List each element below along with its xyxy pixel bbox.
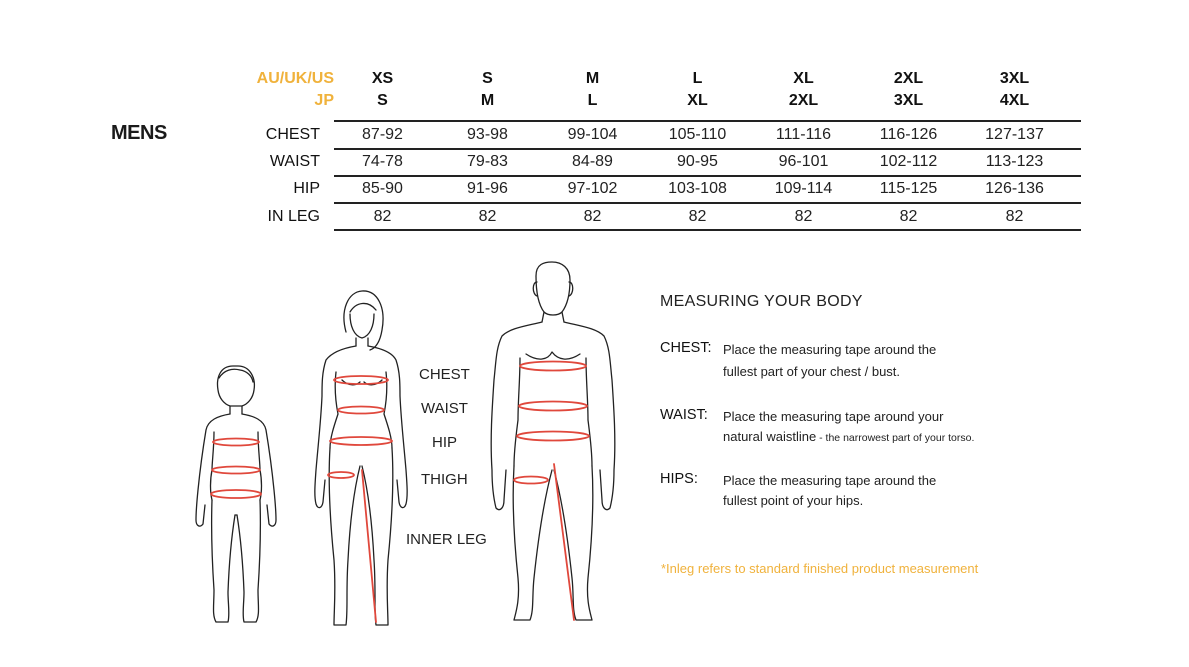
- table-cell: 116-126: [879, 126, 938, 143]
- table-cell: 103-108: [668, 180, 727, 197]
- size-header-region-1: S: [482, 70, 493, 87]
- hips-instruction-line-1: Place the measuring tape around the: [723, 473, 937, 488]
- table-cell: 87-92: [362, 126, 403, 143]
- table-cell: 84-89: [572, 153, 613, 170]
- size-header-region-1: XS: [371, 70, 394, 87]
- waist-instruction-note: - the narrowest part of your torso.: [816, 432, 975, 444]
- table-cell: 82: [1005, 208, 1024, 225]
- man-figure-icon: [491, 262, 615, 620]
- table-cell: 82: [688, 208, 707, 225]
- table-cell: 97-102: [567, 180, 618, 197]
- row-label: CHEST: [265, 126, 320, 143]
- figure-label-inner-leg: INNER LEG: [406, 531, 487, 548]
- table-cell: 115-125: [879, 180, 938, 197]
- hips-instruction-line-2: fullest point of your hips.: [723, 493, 864, 508]
- size-header-region-1: L: [692, 70, 703, 87]
- figure-label-chest: CHEST: [419, 366, 470, 383]
- table-cell: 102-112: [879, 153, 938, 170]
- table-cell: 127-137: [985, 126, 1044, 143]
- chest-term: CHEST:: [660, 340, 712, 356]
- size-header-region-2: L: [587, 92, 598, 109]
- size-header-region-2: 4XL: [999, 92, 1030, 109]
- waist-instruction-main: natural waistline: [723, 429, 817, 444]
- waist-term: WAIST:: [660, 407, 708, 423]
- table-cell: 82: [478, 208, 497, 225]
- instructions-title: MEASURING YOUR BODY: [660, 293, 863, 310]
- table-cell: 96-101: [778, 153, 829, 170]
- figure-label-waist: WAIST: [421, 400, 468, 417]
- size-header-region-2: 3XL: [893, 92, 924, 109]
- inleg-footnote: *Inleg refers to standard finished product measurement: [661, 561, 979, 576]
- chest-instruction-line-1: Place the measuring tape around the: [723, 342, 937, 357]
- section-title: MENS: [111, 122, 167, 144]
- hips-term: HIPS:: [660, 471, 698, 487]
- table-cell: 126-136: [985, 180, 1044, 197]
- woman-figure-icon: [315, 291, 407, 625]
- table-cell: 111-116: [775, 126, 832, 143]
- size-header-region-1: XL: [793, 70, 814, 87]
- table-cell: 109-114: [774, 180, 833, 197]
- waist-instruction-line-1: Place the measuring tape around your: [723, 409, 944, 424]
- region-jp-label: JP: [314, 92, 334, 109]
- size-header-region-2: S: [377, 92, 388, 109]
- table-cell: 113-123: [985, 153, 1044, 170]
- row-label: WAIST: [269, 153, 320, 170]
- table-cell: 82: [794, 208, 813, 225]
- figure-label-thigh: THIGH: [421, 471, 468, 488]
- table-cell: 82: [899, 208, 918, 225]
- table-cell: 93-98: [467, 126, 508, 143]
- table-cell: 90-95: [677, 153, 718, 170]
- table-cell: 82: [373, 208, 392, 225]
- chest-instruction-line-2: fullest part of your chest / bust.: [723, 364, 901, 379]
- size-header-region-1: 2XL: [893, 70, 924, 87]
- table-cell: 91-96: [467, 180, 508, 197]
- child-figure-icon: [196, 366, 276, 622]
- size-header-region-1: 3XL: [999, 70, 1030, 87]
- waist-instruction-line-2: [723, 429, 974, 444]
- region-au-uk-us-label: AU/UK/US: [256, 70, 334, 87]
- figure-label-hip: HIP: [432, 434, 458, 451]
- table-cell: 79-83: [467, 153, 508, 170]
- size-header-region-2: XL: [687, 92, 708, 109]
- table-cell: 105-110: [668, 126, 727, 143]
- table-cell: 82: [583, 208, 602, 225]
- size-header-region-2: 2XL: [788, 92, 819, 109]
- row-label: HIP: [293, 180, 320, 197]
- size-header-region-1: M: [585, 70, 600, 87]
- row-label: IN LEG: [267, 208, 320, 225]
- table-cell: 74-78: [362, 153, 403, 170]
- table-cell: 85-90: [362, 180, 403, 197]
- size-header-region-2: M: [480, 92, 495, 109]
- table-cell: 99-104: [567, 126, 618, 143]
